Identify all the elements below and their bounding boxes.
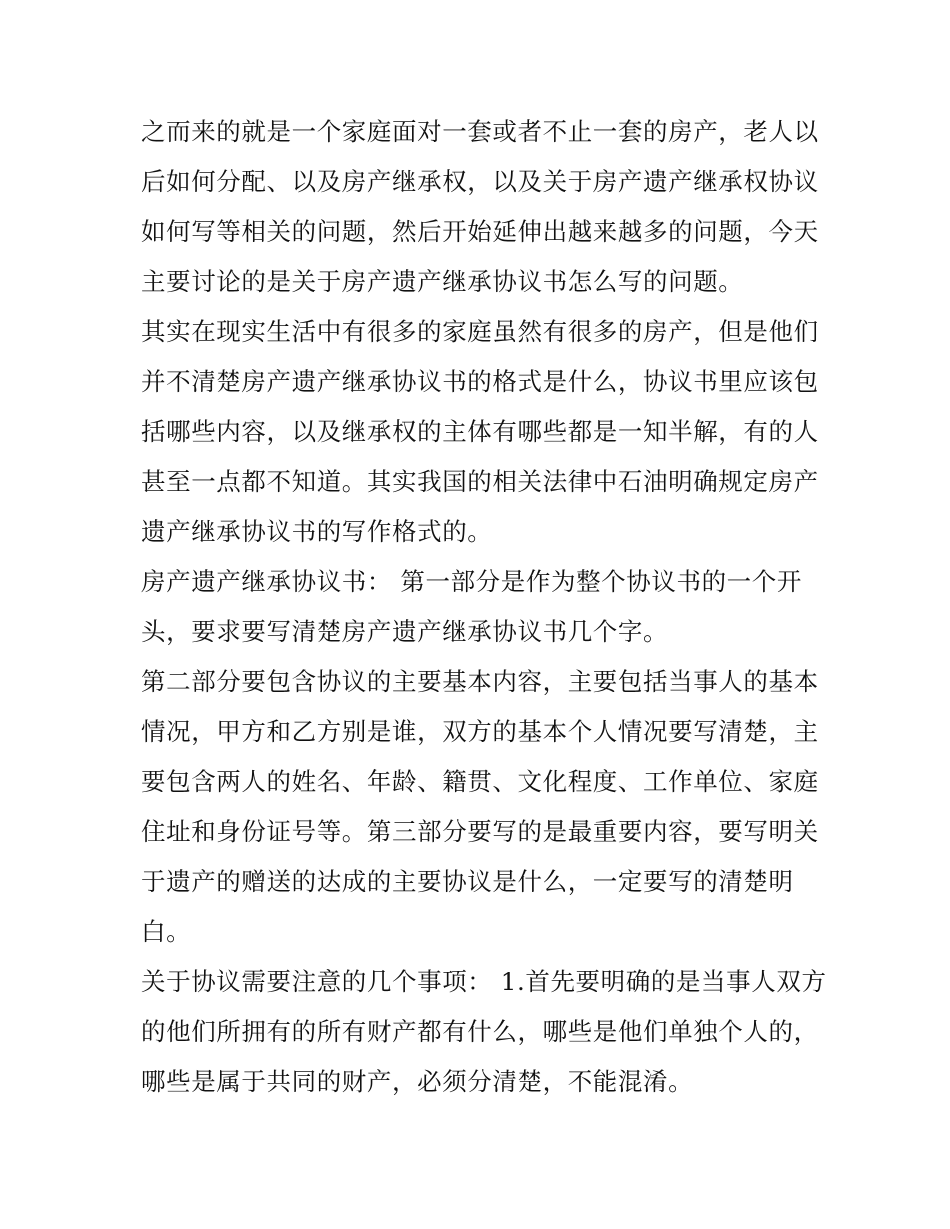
text-line: 于遗产的赠送的达成的主要协议是什么，一定要写的清楚明	[141, 867, 794, 896]
text-line: 情况，甲方和乙方别是谁，双方的基本个人情况要写清楚，主	[141, 717, 819, 746]
text-line: 括哪些内容，以及继承权的主体有哪些都是一知半解，有的人	[141, 417, 819, 446]
text-line: 后如何分配、以及房产继承权，以及关于房产遗产继承权协议	[141, 167, 819, 196]
paragraph-3	[141, 557, 821, 657]
text-line: 并不清楚房产遗产继承协议书的格式是什么，协议书里应该包	[141, 367, 819, 396]
paragraph-5	[141, 957, 827, 1107]
paragraph-4	[141, 657, 821, 957]
text-line: 主要讨论的是关于房产遗产继承协议书怎么写的问题。	[141, 267, 744, 296]
text-line: 白。	[141, 917, 192, 946]
text-line: 房产遗产继承协议书： 第一部分是作为整个协议书的一个开	[141, 567, 802, 596]
text-line: 的他们所拥有的所有财产都有什么，哪些是他们单独个人的，	[141, 1017, 819, 1046]
text-line: 第二部分要包含协议的主要基本内容，主要包括当事人的基本	[141, 667, 819, 696]
document-body	[141, 107, 827, 1107]
paragraph-2	[141, 307, 821, 557]
text-line: 头，要求要写清楚房产遗产继承协议书几个字。	[141, 617, 669, 646]
text-line: 遗产继承协议书的写作格式的。	[141, 517, 493, 546]
text-line: 如何写等相关的问题，然后开始延伸出越来越多的问题，今天	[141, 217, 819, 246]
text-line: 其实在现实生活中有很多的家庭虽然有很多的房产，但是他们	[141, 317, 819, 346]
text-line: 哪些是属于共同的财产，必须分清楚，不能混淆。	[141, 1067, 694, 1096]
text-line: 住址和身份证号等。第三部分要写的是最重要内容，要写明关	[141, 817, 819, 846]
text-line: 要包含两人的姓名、年龄、籍贯、文化程度、工作单位、家庭	[141, 767, 819, 796]
text-line: 之而来的就是一个家庭面对一套或者不止一套的房产，老人以	[141, 117, 819, 146]
paragraph-1	[141, 107, 821, 307]
text-line: 关于协议需要注意的几个事项： 1.首先要明确的是当事人双方	[141, 967, 827, 996]
text-line: 甚至一点都不知道。其实我国的相关法律中石油明确规定房产	[141, 467, 819, 496]
